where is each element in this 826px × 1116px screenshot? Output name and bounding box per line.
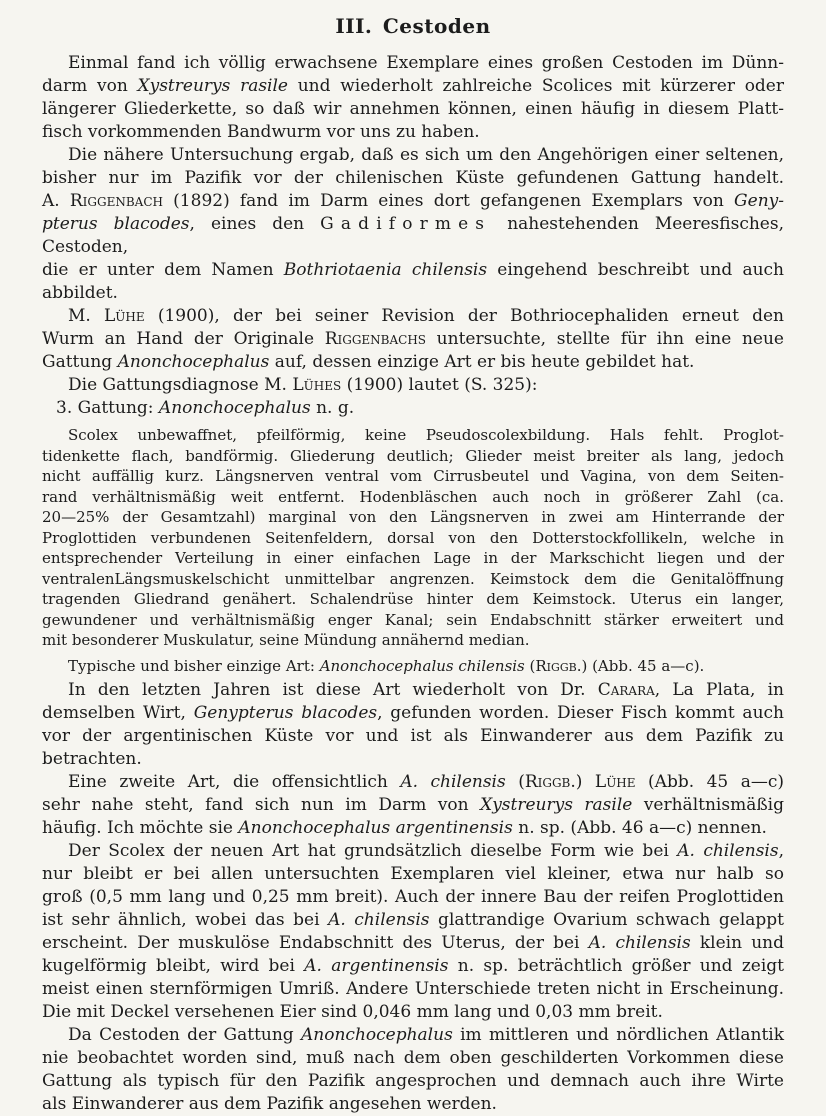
text-line — [42, 1047, 784, 1070]
text-line — [42, 1024, 784, 1047]
text-run: .) — [570, 772, 595, 792]
text-run: Wurm an Hand der Originale — [42, 329, 325, 349]
species-name: pterus blacodes — [42, 214, 190, 234]
text-run: , — [778, 841, 784, 861]
text-run: vor der argentinischen Küste vor und ist als Einwanderer aus dem Pazifik zu — [42, 726, 784, 746]
riggenbach-paragraph — [42, 144, 784, 305]
comparison-paragraph — [42, 840, 784, 1024]
luehe-paragraph — [42, 305, 784, 374]
species-name: Anonchocephalus — [117, 352, 270, 372]
text-line — [42, 863, 784, 886]
text-line — [42, 282, 784, 305]
text-line — [42, 978, 784, 1001]
author-name: Riggb — [524, 772, 571, 792]
text-line — [42, 528, 784, 549]
text-run: rand verhältnismäßig weit entfernt. Hodenbläschen auch noch in größerer Zahl (ca. — [42, 487, 784, 506]
text-line — [42, 840, 784, 863]
text-run: ( — [505, 772, 525, 792]
text-line — [42, 771, 784, 794]
type-species-line — [42, 656, 784, 677]
text-line — [42, 1001, 784, 1024]
section-heading: III. Cestoden — [335, 14, 491, 38]
text-run: klein und — [690, 933, 784, 953]
species-name: Xystreurys rasile — [137, 76, 288, 96]
text-line — [42, 748, 784, 771]
species-name: Anonchocephalus chilensis — [319, 656, 525, 675]
text-run: auf, dessen einzige Art er bis heute gebildet hat. — [269, 352, 695, 372]
text-run: groß (0,5 mm lang und 0,25 mm breit). Auch der innere Bau der reifen Proglottiden — [42, 887, 784, 907]
text-run: im mittleren und nördlichen Atlantik — [452, 1025, 785, 1045]
text-line — [42, 52, 784, 75]
text-run: längerer Gliederkette, so daß wir annehmen können, einen häufig in diesem Platt- — [42, 99, 784, 119]
text-run: Eine zweite Art, die offensichtlich — [68, 772, 401, 792]
text-line — [42, 1070, 784, 1093]
text-run: kugelförmig bleibt, wird bei — [42, 956, 305, 976]
text-line — [42, 259, 784, 282]
text-run: ist sehr ähnlich, wobei das bei — [42, 910, 329, 930]
text-run: erscheint. Der muskulöse Endabschnitt des Uterus, der bei — [42, 933, 589, 953]
text-line — [42, 167, 784, 190]
text-line — [42, 397, 784, 420]
text-run: n. sp. (Abb. 46 a—c) nennen. — [512, 818, 767, 838]
text-run: , gefunden worden. Dieser Fisch kommt auch — [377, 703, 784, 723]
text-run: ventralenLängsmuskelschicht unmittelbar angrenzen. Keimstock dem die Genitalöffnung — [42, 569, 784, 588]
text-line — [42, 679, 784, 702]
text-run: Die mit Deckel versehenen Eier sind 0,046 mm lang und 0,03 mm breit. — [42, 1002, 663, 1022]
text-run: tragenden Gliedrand genähert. Schalendrüse hinter dem Keimstock. Uterus ein langer, — [42, 590, 784, 608]
text-run: Die Gattungsdiagnose M. — [68, 375, 293, 395]
author-name: Riggb — [535, 656, 577, 675]
text-line — [42, 507, 784, 528]
text-run: Typische und bisher einzige Art: — [68, 656, 320, 675]
text-line — [42, 144, 784, 167]
text-line — [42, 213, 784, 259]
text-run: untersuchte, stellte für ihn eine neue — [426, 329, 784, 349]
text-run: .) (Abb. 45 a—c). — [576, 656, 705, 675]
text-run: ( — [524, 656, 536, 675]
page-content — [42, 8, 784, 1116]
text-run: n. sp. beträchtlich größer und zeigt — [448, 956, 785, 976]
text-line — [42, 794, 784, 817]
text-run: bisher nur im Pazifik vor der chilenischen Küste gefundenen Gattung handelt. — [42, 168, 784, 188]
author-name: Riggenbach — [69, 191, 163, 211]
text-run: entsprechender Verteilung in einer einfachen Lage in der Markschicht liegen und der — [42, 549, 784, 567]
text-run: darm von — [42, 76, 138, 96]
text-run: nur bleibt er bei allen untersuchten Exemplaren viel kleiner, etwa nur halb so — [42, 864, 784, 884]
species-name: Anonchocephalus argentinensis — [238, 818, 513, 838]
species-name: Genypterus blacodes — [193, 703, 378, 723]
text-line — [42, 374, 784, 397]
text-line — [42, 656, 784, 677]
text-line — [42, 75, 784, 98]
author-name: Riggenbachs — [324, 329, 427, 349]
species-name: Xystreurys rasile — [480, 795, 633, 815]
text-run: Gattung als typisch für den Pazifik angesprochen und demnach auch ihre Wirte — [42, 1071, 784, 1091]
text-line — [42, 817, 784, 840]
author-name: Lühe — [594, 772, 636, 792]
species-name: Geny- — [734, 191, 784, 211]
text-line — [42, 190, 784, 213]
text-run: meist einen sternförmigen Umriß. Andere Unterschiede treten nicht in Erscheinung. — [42, 979, 784, 999]
text-run: (1900) lautet (S. 325): — [341, 375, 538, 395]
text-line — [42, 446, 784, 467]
text-run: In den letzten Jahren ist diese Art wiederholt von Dr. — [68, 680, 598, 700]
spaced-term: Gadiformes — [320, 214, 492, 234]
text-line — [42, 1093, 784, 1116]
carara-paragraph — [42, 679, 784, 771]
text-run: M. — [68, 306, 105, 326]
genus-diagnosis — [42, 425, 784, 651]
text-run: verhältnismäßig — [632, 795, 784, 815]
intro-paragraph — [42, 52, 784, 144]
author-name: Lühe — [104, 306, 145, 326]
author-name: Carara — [597, 680, 655, 700]
text-run: nahestehenden Meeresfisches, Cestoden, — [42, 214, 784, 257]
text-run: Proglottiden verbundenen Seitenfeldern, dorsal von den Dotterstockfollikeln, welche in — [42, 528, 784, 547]
text-line — [42, 351, 784, 374]
text-run: abbildet. — [42, 283, 118, 303]
text-run: 3. Gattung: — [56, 398, 159, 418]
species-name: A. chilensis — [400, 772, 506, 792]
text-line — [42, 610, 784, 631]
text-run: n. g. — [310, 398, 355, 418]
text-run: gewundener und verhältnismäßig enger Kanal; sein Endabschnitt stärker erweitert und — [42, 610, 784, 629]
text-line — [42, 121, 784, 144]
page-text — [42, 52, 784, 1116]
species-name: A. argentinensis — [304, 956, 449, 976]
text-run: Die nähere Untersuchung ergab, daß es sich um den Angehörigen einer seltenen, — [68, 145, 784, 165]
text-line — [42, 702, 784, 725]
text-run: fisch vorkommenden Bandwurm vor uns zu haben. — [42, 122, 480, 142]
text-run: Der Scolex der neuen Art hat grundsätzlich dieselbe Form wie bei — [68, 841, 678, 861]
text-line — [42, 305, 784, 328]
text-line — [42, 589, 784, 610]
text-line — [42, 932, 784, 955]
text-line — [42, 955, 784, 978]
genus-line — [42, 397, 784, 420]
text-run: nicht auffällig kurz. Längsnerven ventral vom Cirrusbeutel und Vagina, von dem Seiten- — [42, 467, 784, 485]
author-name: Lühes — [292, 375, 342, 395]
text-run: Da Cestoden der Gattung — [68, 1025, 302, 1045]
text-line — [42, 466, 784, 487]
text-run: Gattung — [42, 352, 118, 372]
text-line — [42, 98, 784, 121]
text-run: , eines den — [189, 214, 321, 234]
text-run: Einmal fand ich völlig erwachsene Exemplare eines großen Cestoden im Dünn- — [68, 53, 784, 73]
second-species-paragraph — [42, 771, 784, 840]
text-run: die er unter dem Namen — [42, 260, 284, 280]
text-run: und wiederholt zahlreiche Scolices mit kürzerer oder — [288, 76, 784, 96]
text-run: (Abb. 45 a—c) — [635, 772, 784, 792]
text-run: A. — [42, 191, 70, 211]
species-name: A. chilensis — [328, 910, 430, 930]
text-line — [42, 725, 784, 748]
species-name: A. chilensis — [677, 841, 779, 861]
text-run: 20—25% der Gesamtzahl) marginal von den Längsnerven in zwei am Hinterrande der — [42, 508, 784, 526]
text-line — [42, 909, 784, 932]
species-name: Anonchocephalus — [158, 398, 311, 418]
text-run: tidenkette flach, bandförmig. Gliederung deutlich; Glieder meist breiter als lang, jedoch — [42, 446, 784, 465]
text-run: nie beobachtet worden sind, muß nach dem oben geschilderten Vorkommen diese — [42, 1048, 784, 1068]
text-run: , La Plata, in — [654, 680, 784, 700]
text-run: mit besonderer Muskulatur, seine Mündung annähernd median. — [42, 631, 530, 649]
text-run: sehr nahe steht, fand sich nun im Darm von — [42, 795, 481, 815]
text-run: demselben Wirt, — [42, 703, 194, 723]
text-run: eingehend beschreibt und auch — [487, 260, 784, 280]
text-run: (1892) fand im Darm eines dort gefangenen Exemplars von — [162, 191, 735, 211]
text-line — [42, 548, 784, 569]
text-line — [42, 487, 784, 508]
text-run: Scolex unbewaffnet, pfeilförmig, keine Pseudoscolexbildung. Hals fehlt. Proglot- — [68, 426, 784, 444]
distribution-paragraph — [42, 1024, 784, 1116]
text-run: als Einwanderer aus dem Pazifik angesehen werden. — [42, 1094, 497, 1114]
diagnosis-intro-line — [42, 374, 784, 397]
text-run: häufig. Ich möchte sie — [42, 818, 239, 838]
species-name: Bothriotaenia chilensis — [283, 260, 488, 280]
species-name: Anonchocephalus — [301, 1025, 453, 1045]
text-line — [42, 886, 784, 909]
species-name: A. chilensis — [588, 933, 691, 953]
text-run: glattrandige Ovarium schwach gelappt — [429, 910, 784, 930]
text-line — [42, 425, 784, 446]
text-run: (1900), der bei seiner Revision der Bothriocephaliden erneut den — [144, 306, 784, 326]
text-run: betrachten. — [42, 749, 142, 769]
text-line — [42, 630, 784, 651]
text-line — [42, 569, 784, 590]
text-line — [42, 328, 784, 351]
